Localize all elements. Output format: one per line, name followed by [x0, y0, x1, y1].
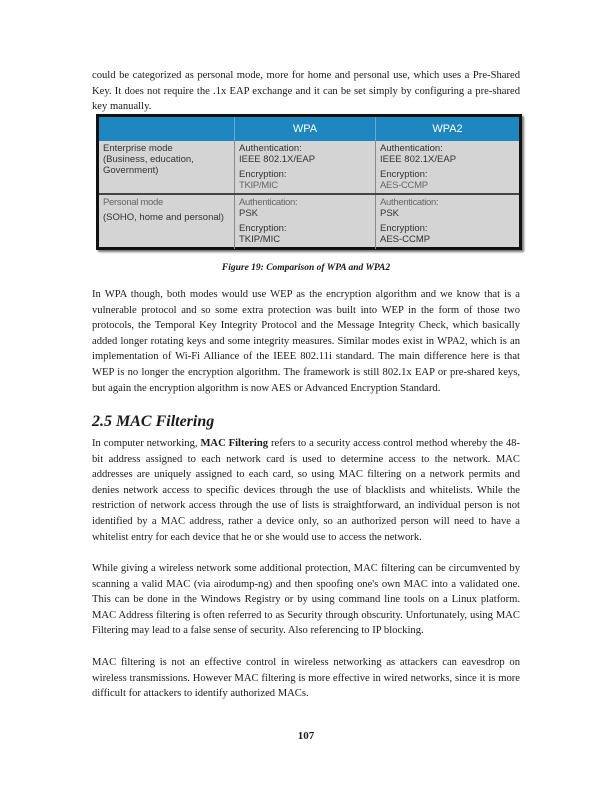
- circumvention-paragraph: While giving a wireless network some additional protection, MAC filtering can be circumvented by scanning a valid MAC (via airodump-ng) and then spoofing one's own MAC into a validated one. This can be done in the Windows Registry or by using command line tools on a Linux platform. MAC Address filtering is often referred to as Security through obscurity. Unfortunately, using MAC Filtering may lead to a false sense of security. Also referencing to IP blocking.: [92, 563, 520, 637]
- encryption-label: Encryption:: [380, 223, 428, 234]
- intro-paragraph: could be categorized as personal mode, more for home and personal use, which uses a Pre-Shared Key. It does not require the .1x EAP exchange and it can be set simply by configuring a pre-shared key manually.: [92, 70, 520, 113]
- effectiveness-paragraph: MAC filtering is not an effective control in wireless networking as attackers can eavesdrop on wireless transmissions. However MAC filtering is more effective in wired networks, since it is more difficult for attackers to identify authorized MACs.: [92, 657, 520, 700]
- figure-caption: Figure 19: Comparison of WPA and WPA2: [221, 263, 391, 273]
- wpa2-cell: [376, 141, 519, 193]
- section-heading: 2.5 MAC Filtering: [92, 413, 215, 430]
- wpa2-cell: [376, 195, 519, 249]
- wpa-cell: [235, 195, 376, 249]
- auth-label: Authentication:: [380, 143, 443, 154]
- wpa-comparison-table: [96, 114, 522, 250]
- encryption-value: AES-CCMP: [380, 234, 431, 245]
- encryption-label: Encryption:: [239, 223, 287, 234]
- mac-filtering-paragraph: [92, 436, 520, 545]
- bold-term: MAC Filtering: [200, 438, 269, 449]
- encryption-value: AES-CCMP: [380, 180, 428, 191]
- encryption-label: Encryption:: [380, 169, 428, 180]
- auth-value: PSK: [380, 208, 400, 219]
- table-header-wpa: WPA: [235, 117, 376, 141]
- encryption-label: Encryption:: [239, 169, 287, 180]
- table-header-row: [99, 117, 519, 141]
- wpa-paragraph: In WPA though, both modes would use WEP as the encryption algorithm and we know that is a vulnerable protocol and so some extra protection was built into WEP in the form of those two protocols, the Temporal Key Integrity Protocol and the Message Integrity Check, which basically added longer rotating keys and some integrity measures. Similar modes exist in WPA2, which is an implementation of Wi-Fi Alliance of the IEEE 802.11i standard. The main difference here is that WEP is no longer the encryption algorithm. The framework is still 802.1x EAP or pre-shared keys, but again the encryption algorithm is now AES or Advanced Encryption Standard.: [92, 289, 520, 394]
- table-header-empty: [99, 117, 235, 141]
- auth-value: PSK: [239, 208, 259, 219]
- mode-description: (SOHO, home and personal): [103, 212, 224, 223]
- mode-cell: [99, 141, 235, 193]
- text-span: refers to a security access control method whereby the 48-bit address assigned to each network card is used to determine access to the network. MAC addresses are uniquely assigned to each card, so using MAC filtering on a network permits and denies network access to specific devices through the use of blacklists and whitelists. While the restriction of network access through the use of lists is straightforward, an individual person is not identified by a MAC address, rather a device only, so an authorized person will need to have a whitelist entry for each device that he or she would use to access the network.: [92, 438, 520, 543]
- page-number: 107: [297, 730, 315, 742]
- text-span: In computer networking,: [92, 438, 201, 449]
- encryption-value: TKIP/MIC: [239, 234, 281, 245]
- mode-cell: [99, 195, 235, 249]
- encryption-value: TKIP/MIC: [239, 180, 278, 191]
- auth-value: IEEE 802.1X/EAP: [239, 154, 316, 165]
- mode-description: (Business, education, Government): [103, 154, 194, 176]
- auth-value: IEEE 802.1X/EAP: [380, 154, 457, 165]
- auth-label: Authentication:: [380, 197, 439, 208]
- auth-label: Authentication:: [239, 143, 302, 154]
- mode-label: Enterprise mode: [103, 143, 173, 154]
- auth-label: Authentication:: [239, 197, 298, 208]
- table-row-personal: [99, 193, 519, 249]
- table-row-enterprise: [99, 141, 519, 193]
- table-header-wpa2: WPA2: [432, 123, 463, 135]
- mode-label: Personal mode: [103, 197, 163, 208]
- wpa-cell: [235, 141, 376, 193]
